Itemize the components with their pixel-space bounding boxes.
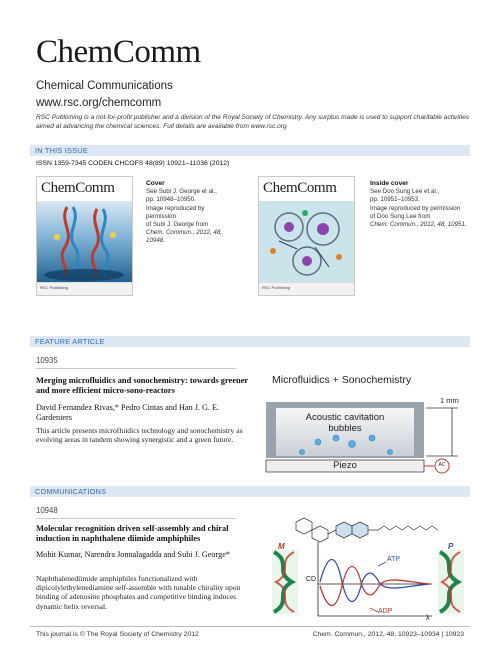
lambda-axis-label: λ (426, 615, 430, 622)
section-label-in-this-issue: IN THIS ISSUE (35, 146, 88, 155)
chamber-label-line1: Acoustic cavitation (305, 412, 385, 423)
feature-page-number[interactable]: 10935 (36, 356, 58, 365)
feature-title[interactable]: Merging microfluidics and sonochemistry: towards greener and more efficient micro-sono-reactors (36, 376, 248, 395)
cover-image[interactable] (36, 176, 133, 296)
molecule-structure (296, 518, 438, 542)
atp-label: ATP (387, 556, 401, 563)
feature-graphic-heading: Microfluidics + Sonochemistry (272, 374, 412, 386)
section-label-communications: COMMUNICATIONS (35, 487, 107, 496)
inside-cover-footer: RSC Publishing (259, 282, 354, 295)
cd-axis-label: CD (306, 576, 317, 583)
section-bar-feature-article (30, 336, 470, 347)
inside-cover-heading: Inside cover (370, 180, 409, 187)
inside-cover-masthead-title: ChemComm (263, 180, 337, 196)
journal-title: ChemComm (36, 34, 201, 70)
cover-caption (146, 180, 236, 246)
helix-label-m: M (278, 542, 285, 551)
feature-abstract: This article presents microfluidics technology and sonochemistry as evolving areas in tandem showing synergistic and a green future. (36, 426, 243, 445)
section-bar-in-this-issue (30, 145, 470, 156)
cd-spectrum-graphic (266, 512, 472, 624)
cover-heading: Cover (146, 180, 165, 187)
communication-title[interactable]: Molecular recognition driven self-assembly and chiral induction in naphthalene diimide amphiphiles (36, 524, 229, 543)
cover-permission-source: of Subi J. George from (146, 221, 209, 229)
cover-pages: pp. 10948–10950. (146, 196, 196, 204)
scale-label: 1 mm (440, 396, 459, 405)
feature-graphic (262, 372, 472, 482)
journal-subtitle: Chemical Communications (36, 80, 173, 92)
section-label-feature-article: FEATURE ARTICLE (35, 337, 105, 346)
chamber-label-line2: bubbles (328, 423, 362, 434)
inside-cover-permission-source: of Doo Sung Lee from (370, 212, 431, 220)
inside-cover-ref-line: See Doo Sung Lee et al., (370, 188, 440, 196)
cover-citation: Chem. Commun., 2012, 48, 10948. (146, 229, 223, 245)
communication-divider (36, 518, 236, 519)
left-helix (272, 550, 298, 614)
ac-label: AC (438, 462, 446, 468)
cover-masthead-title: ChemComm (41, 180, 115, 196)
footer-citation: Chem. Commun., 2012, 48, 10923–10934 | 10923 (312, 631, 464, 638)
footer-divider (30, 626, 470, 627)
feature-divider (36, 368, 236, 369)
section-bar-communications (30, 486, 470, 497)
publisher-note: RSC Publishing is a not-for-profit publisher and a division of the Royal Society of Chemistry. Any surplus made is used to support charitable activities aimed at advancing the chemical sciences. Full details are available from www.rsc.org (36, 114, 470, 130)
adp-label: ADP (378, 608, 393, 615)
inside-cover-image[interactable] (258, 176, 355, 296)
feature-authors: David Fernandez Rivas,* Pedro Cintas and Han J. G. E. Gardeniers (36, 403, 220, 422)
inside-cover-citation: Chem. Commun., 2012, 48, 10951. (370, 221, 467, 229)
inside-cover-artwork (259, 177, 354, 295)
journal-url[interactable]: www.rsc.org/chemcomm (36, 97, 162, 109)
communication-authors: Mohit Kumar, Narendra Jonnalagadda and Subi J. George* (36, 550, 230, 559)
piezo-label: Piezo (333, 460, 357, 471)
chamber-label (276, 412, 414, 434)
communication-graphic (266, 512, 472, 624)
communication-page-number[interactable]: 10948 (36, 506, 58, 515)
issn-line: ISSN 1359-7345 CODEN CHCOFS 48(89) 10921–11036 (2012) (36, 160, 230, 167)
right-helix (438, 550, 464, 614)
cover-artwork (37, 177, 132, 295)
inside-cover-pages: pp. 10951–10953. (370, 196, 420, 204)
cover-footer: RSC Publishing (37, 282, 132, 295)
cover-ref-line: See Subi J. George et al., (146, 188, 217, 196)
helix-label-p: P (448, 542, 454, 551)
inside-cover-caption (370, 180, 470, 229)
cover-permission-line: Image reproduced by permission (146, 204, 205, 220)
inside-cover-permission-line: Image reproduced by permission (370, 204, 461, 212)
communication-abstract: Naphthalenediimide amphiphiles functionalized with dipicolylethylenediamine self-assemble with tunable chirality upon binding of adenosine phosphates and competitive binding induces dynamic helix reversal. (36, 574, 241, 611)
footer-copyright: This journal is © The Royal Society of Chemistry 2012 (36, 631, 199, 638)
